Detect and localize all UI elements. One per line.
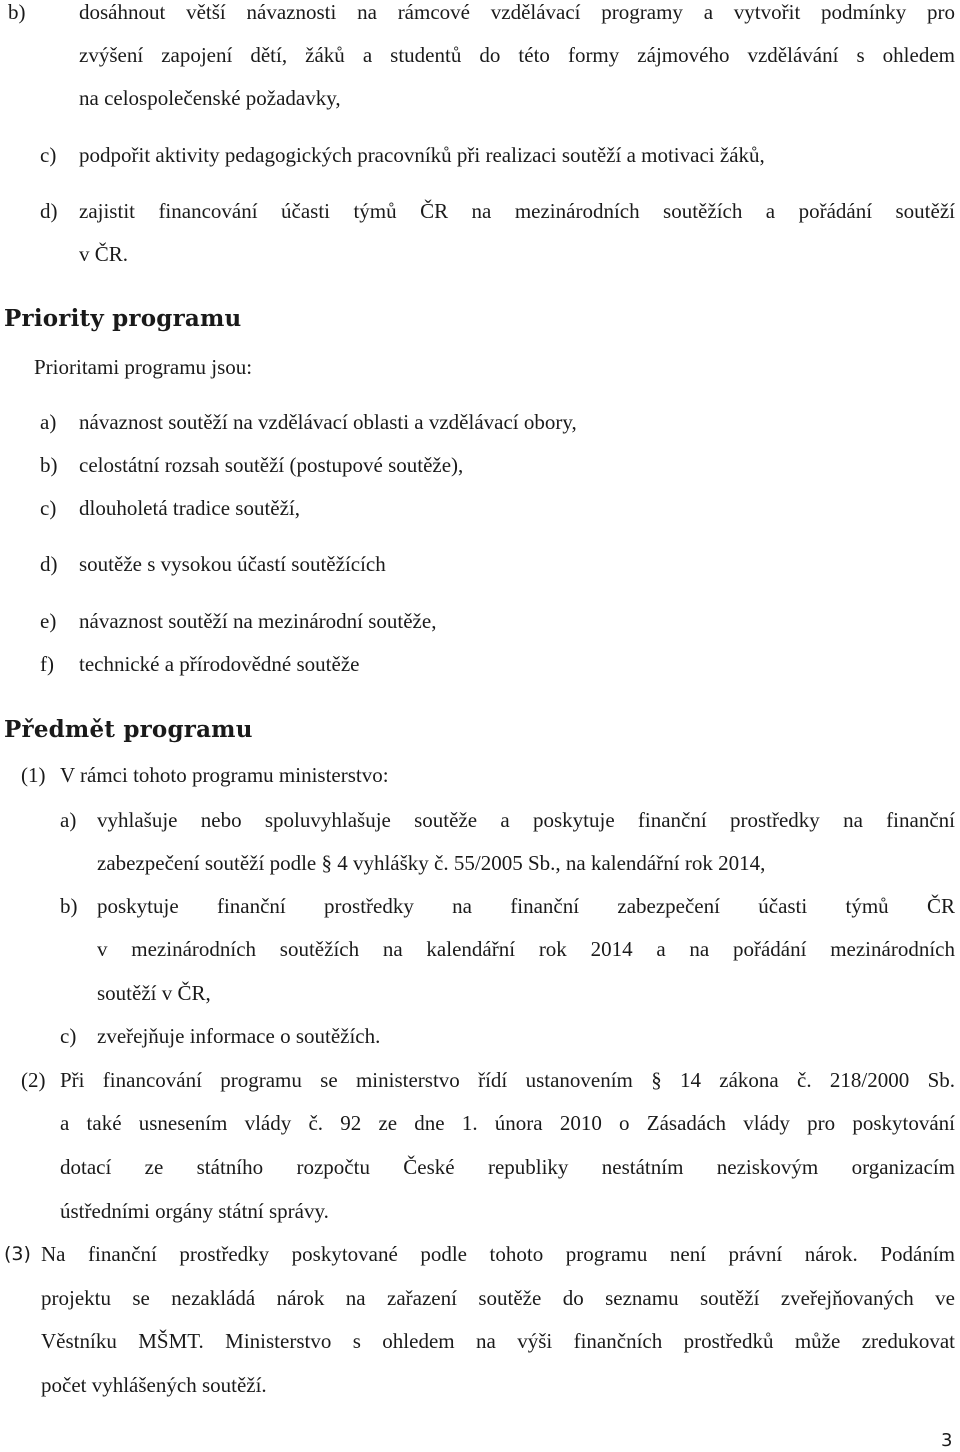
list-item-text: návaznost soutěží na mezinárodní soutěže, <box>79 609 437 633</box>
list-item-text: v ČR. <box>79 242 129 266</box>
paragraph-text: projektu se nezakládá nárok na zařazení soutěže do seznamu soutěží zveřejňovaných ve <box>41 1286 955 1310</box>
paragraph-marker: (2) <box>21 1068 46 1092</box>
page-number: 3 <box>941 1430 953 1451</box>
list-marker: d) <box>40 199 58 223</box>
list-marker: c) <box>60 1024 77 1048</box>
section-intro: Prioritami programu jsou: <box>34 355 253 379</box>
paragraph-text: a také usnesením vlády č. 92 ze dne 1. února 2010 o Zásadách vlády pro poskytování <box>60 1111 955 1135</box>
list-item-text: v mezinárodních soutěžích na kalendářní rok 2014 a na pořádání mezinárodních <box>97 937 955 961</box>
list-item-text: na celospolečenské požadavky, <box>79 86 341 110</box>
list-marker: a) <box>60 808 77 832</box>
paragraph-text: počet vyhlášených soutěží. <box>41 1373 267 1397</box>
list-item-text: návaznost soutěží na vzdělávací oblasti a vzdělávací obory, <box>79 410 577 434</box>
list-marker: f) <box>40 652 54 676</box>
list-marker: b) <box>40 453 58 477</box>
list-marker: b) <box>60 894 78 918</box>
list-item-text: dosáhnout větší návaznosti na rámcové vzdělávací programy a vytvořit podmínky pro <box>79 0 955 24</box>
list-marker: b) <box>8 0 26 24</box>
paragraph-text: V rámci tohoto programu ministerstvo: <box>60 763 389 787</box>
paragraph-text: dotací ze státního rozpočtu České republiky nestátním neziskovým organizacím <box>60 1155 955 1179</box>
list-marker: d) <box>40 552 58 576</box>
paragraph-marker: (1) <box>21 763 46 787</box>
list-item-text: dlouholetá tradice soutěží, <box>79 496 301 520</box>
paragraph-text: Při financování programu se ministerstvo řídí ustanovením § 14 zákona č. 218/2000 Sb. <box>60 1068 955 1092</box>
paragraph-marker: (3) <box>4 1243 31 1265</box>
list-marker: c) <box>40 143 57 167</box>
list-item-text: soutěže s vysokou účastí soutěžících <box>79 552 386 576</box>
list-item-text: podpořit aktivity pedagogických pracovníků při realizaci soutěží a motivaci žáků, <box>79 143 765 167</box>
list-item-text: zabezpečení soutěží podle § 4 vyhlášky č. 55/2005 Sb., na kalendářní rok 2014, <box>97 851 766 875</box>
list-item-text: celostátní rozsah soutěží (postupové soutěže), <box>79 453 464 477</box>
list-marker: c) <box>40 496 57 520</box>
list-item-text: poskytuje finanční prostředky na finanční zabezpečení účasti týmů ČR <box>97 894 955 918</box>
paragraph-text: Na finanční prostředky poskytované podle tohoto programu není právní nárok. Podáním <box>41 1242 955 1266</box>
paragraph-text: Věstníku MŠMT. Ministerstvo s ohledem na výši finančních prostředků může zredukovat <box>41 1329 955 1353</box>
list-marker: e) <box>40 609 57 633</box>
paragraph-text: ústředními orgány státní správy. <box>60 1199 329 1223</box>
list-item-text: zvýšení zapojení dětí, žáků a studentů do této formy zájmového vzdělávání s ohledem <box>79 43 955 67</box>
section-heading: Priority programu <box>4 305 242 332</box>
list-item-text: soutěží v ČR, <box>97 981 211 1005</box>
list-item-text: zveřejňuje informace o soutěžích. <box>97 1024 381 1048</box>
list-item-text: vyhlašuje nebo spoluvyhlašuje soutěže a poskytuje finanční prostředky na finanční <box>97 808 955 832</box>
list-marker: a) <box>40 410 57 434</box>
list-item-text: technické a přírodovědné soutěže <box>79 652 360 676</box>
section-heading: Předmět programu <box>4 716 253 743</box>
list-item-text: zajistit financování účasti týmů ČR na mezinárodních soutěžích a pořádání soutěží <box>79 199 955 223</box>
